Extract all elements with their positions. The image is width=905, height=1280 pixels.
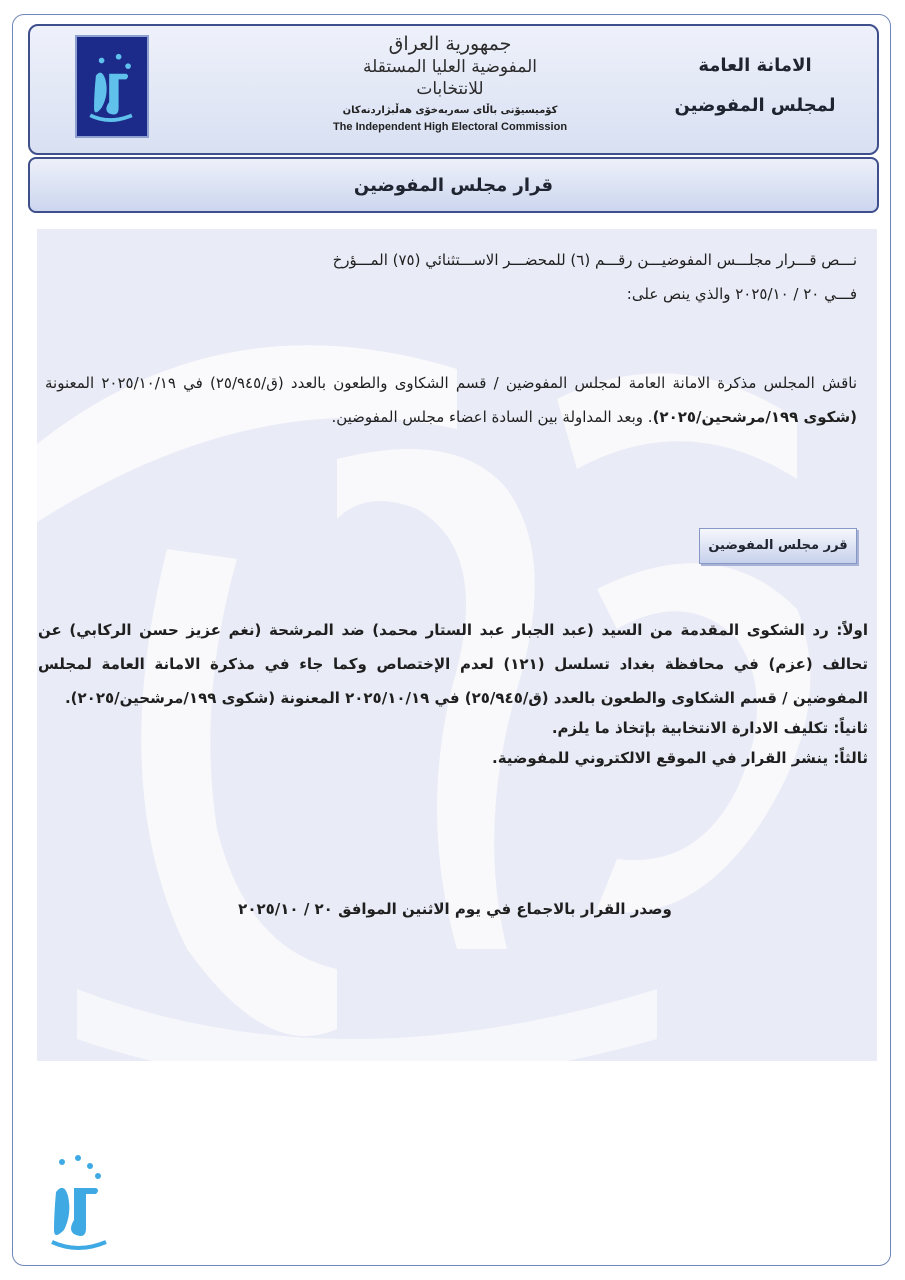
complaint-reference: (شكوى ١٩٩/مرشحين/٢٠٢٥) [652, 408, 857, 426]
document-title: قرار مجلس المفوضين [353, 174, 554, 196]
discussion-paragraph [45, 366, 857, 434]
commission-name-ku: کۆمیسیۆنی باڵای سەربەخۆی هەڵبژاردنەکان [342, 105, 558, 116]
issued-statement: وصدر القرار بالاجماع في يوم الاثنين الموافق ٢٠ / ٢٠٢٥/١٠ [238, 900, 672, 918]
decision-items [38, 613, 868, 775]
decision-item-third: ثالثاً: ينشر القرار في الموقع الالكتروني للمفوضية. [492, 749, 868, 767]
secretariat-title [655, 46, 855, 126]
decision-label: قرر مجلس المفوضين [699, 528, 857, 564]
commission-name [330, 32, 570, 147]
secretariat-line-1: الامانة العامة [698, 55, 812, 76]
decision-item-first: اولاً: رد الشكوى المقدمة من السيد (عبد الجبار عبد الستار محمد) ضد المرشحة (نغم عزيز حسن الركابي) عن تحالف (عزم) في محافظة بغداد تسلسل (١٢١) لعدم الإختصاص وكما جاء في مذكرة الامانة العامة لمجلس المفوضين / قسم الشكاوى والطعون بالعدد (ق/٢٥/٩٤٥) في ٢٠٢٥/١٠/١٩ المعنونة (شكوى ١٩٩/مرشحين/٢٠٢٥). [38, 621, 868, 707]
commission-name-ar: المفوضية العليا المستقلة للانتخابات [362, 57, 537, 99]
intro-line-2: فـــي ٢٠ / ٢٠٢٥/١٠ والذي ينص على: [626, 285, 857, 303]
commission-name-en: The Independent High Electoral Commission [332, 121, 568, 133]
intro-line-1: نـــص قـــرار مجلـــس المفوضيـــن رقـــم (٦) للمحضـــر الاســـتثنائي (٧٥) المـــؤرخ [332, 251, 857, 269]
intro-paragraph [70, 243, 857, 311]
secretariat-line-2: لمجلس المفوضين [674, 95, 836, 116]
ihec-small-logo [48, 1152, 110, 1258]
discussion-text-before: ناقش المجلس مذكرة الامانة العامة لمجلس المفوضين / قسم الشكاوى والطعون بالعدد (ق/٢٥/٩٤٥) في ٢٠٢٥/١٠/١٩ المعنونة [45, 374, 858, 392]
country-name: جمهورية العراق [388, 33, 512, 55]
document-title-bar [28, 157, 879, 213]
discussion-text-after: . وبعد المداولة بين السادة اعضاء مجلس المفوضين. [331, 408, 653, 426]
decision-item-second: ثانياً: تكليف الادارة الانتخابية بإتخاذ ما يلزم. [551, 719, 868, 737]
ihec-logo [75, 35, 149, 138]
